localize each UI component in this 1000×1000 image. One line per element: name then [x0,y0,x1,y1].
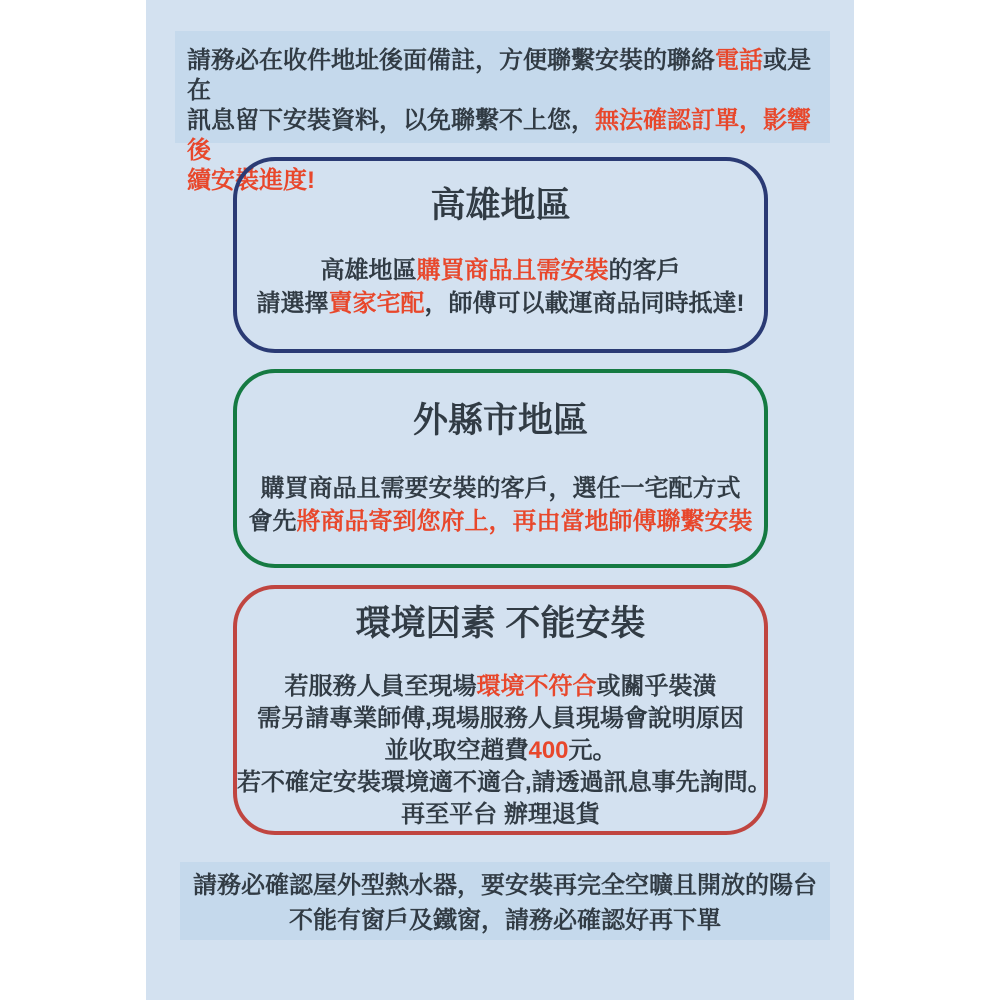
outdoor-heater-warning [180,862,830,940]
environment-line: 若服務人員至現場環境不符合或關乎裝潢 [284,673,717,700]
other-counties-body [237,472,764,538]
region-box-kaohsiung [233,157,768,353]
environment-title: 環境因素 不能安裝 [355,604,646,643]
kaohsiung-line: 高雄地區購買商品且需安裝的客戶 [320,257,681,284]
region-box-other-counties [233,369,768,568]
other-counties-title: 外縣市地區 [412,401,588,440]
contact-info-warning [175,31,830,194]
environment-line: 若不確定安裝環境適不適合,請透過訊息事先詢問。 [237,769,772,796]
warning-line: 續安裝進度! [187,167,315,194]
kaohsiung-body [237,254,764,320]
outdoor-warning-line: 不能有窗戶及鐵窗，請務必確認好再下單 [289,907,721,934]
notice-panel [146,0,854,1000]
environment-line: 再至平台 辦理退貨 [401,801,600,828]
environment-box [233,585,772,835]
warning-line: 訊息留下安裝資料，以免聯繫不上您，無法確認訂單，影響後 [187,107,811,164]
kaohsiung-line: 請選擇賣家宅配，師傅可以載運商品同時抵達! [256,290,745,317]
warning-line: 請務必在收件地址後面備註，方便聯繫安裝的聯絡電話或是在 [187,47,811,104]
environment-line: 並收取空趙費400元。 [384,737,617,764]
kaohsiung-title: 高雄地區 [430,186,571,225]
other-counties-line: 會先將商品寄到您府上，再由當地師傅聯繫安裝 [248,508,753,535]
environment-body [237,671,772,831]
other-counties-line: 購買商品且需要安裝的客戶，選任一宅配方式 [260,475,741,502]
outdoor-warning-line: 請務必確認屋外型熱水器，要安裝再完全空曠且開放的陽台 [193,872,817,899]
environment-line: 需另請專業師傅,現場服務人員現場會說明原因 [257,705,744,732]
